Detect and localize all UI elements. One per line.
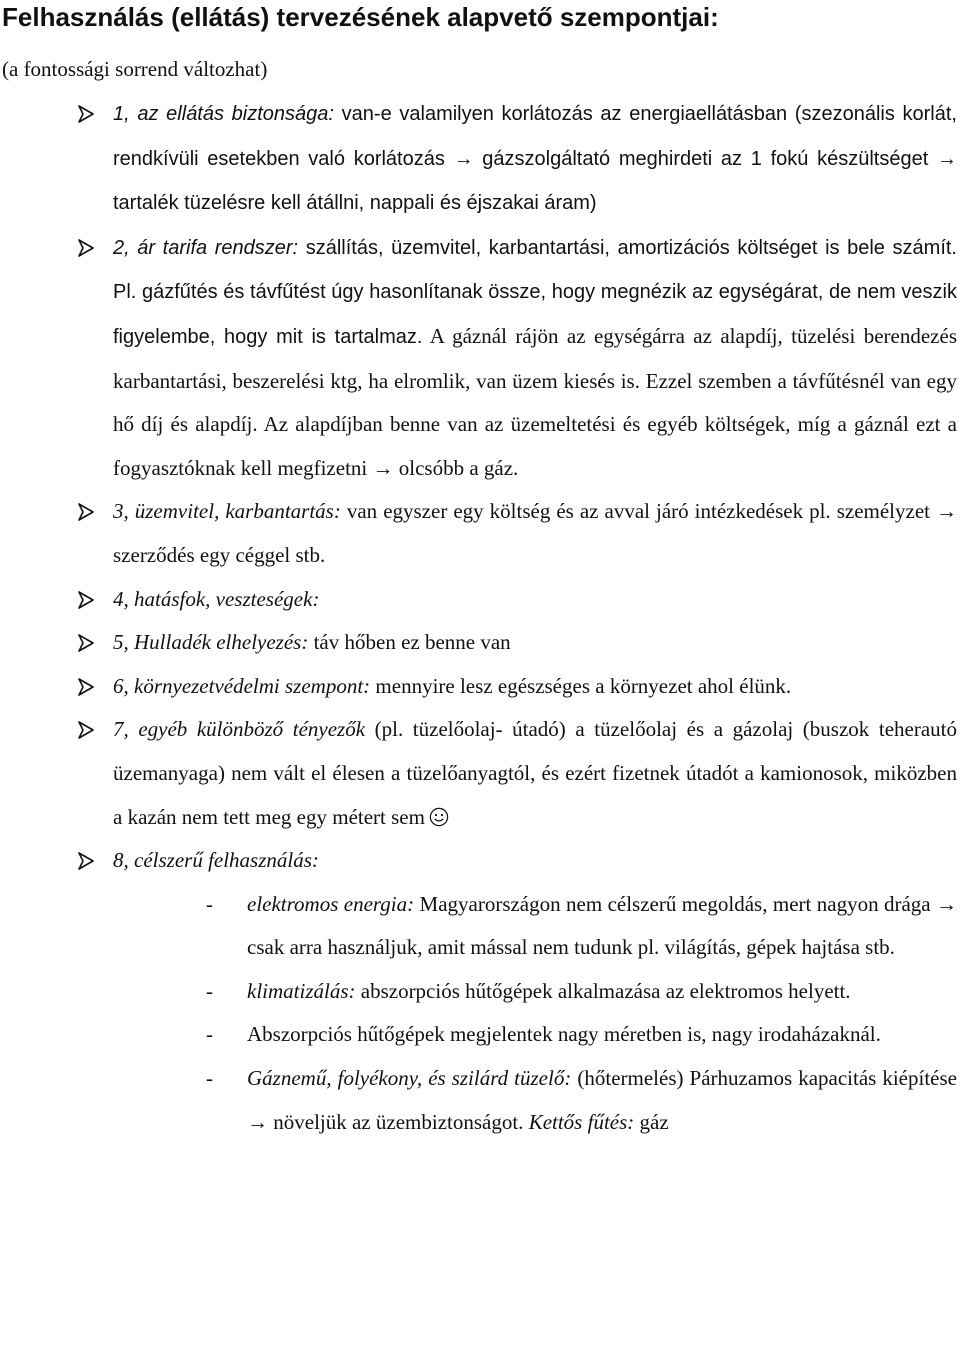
arrowhead-bullet-icon	[78, 239, 94, 257]
sub-list-item	[0, 1057, 960, 1144]
page-title: Felhasználás (ellátás) tervezésének alapvető szempontjai:	[2, 2, 719, 32]
sub-list-item	[0, 970, 960, 1014]
sub-item-text-second: gáz	[634, 1109, 669, 1134]
arrowhead-bullet-icon	[78, 721, 94, 739]
arrowhead-bullet-icon	[78, 105, 94, 123]
list-item	[0, 665, 960, 709]
list-item	[0, 839, 960, 883]
item-text: van-e valamilyen korlátozás az energiaellátásban (szezonális korlát, rendkívüli esetekben való korlátozás → gázszolgáltató meghirdeti az 1 fokú készültséget → tartalék tüzelésre kell átállni, nappali és éjszakai áram)	[113, 103, 957, 215]
sub-item-text: (hőtermelés) Párhuzamos kapacitás kiépítése → növeljük az üzembiztonságot.	[247, 1066, 957, 1134]
item-lead: 6, környezetvédelmi szempont:	[113, 673, 371, 698]
item-lead: 2, ár tarifa rendszer:	[113, 236, 299, 259]
criteria-list	[0, 92, 960, 1144]
arrowhead-bullet-icon	[78, 852, 94, 870]
sub-item-lead: klimatizálás:	[247, 978, 356, 1003]
item-text: táv hőben ez benne van	[308, 630, 511, 655]
arrowhead-bullet-icon	[78, 678, 94, 696]
list-item	[0, 578, 960, 622]
page-subtitle: (a fontossági sorrend változhat)	[2, 57, 268, 81]
sub-item-lead: Gáznemű, folyékony, és szilárd tüzelő:	[247, 1066, 572, 1091]
item-lead: 5, Hulladék elhelyezés:	[113, 630, 309, 655]
dash-bullet: -	[206, 978, 213, 1003]
list-item	[0, 92, 960, 226]
item-text: mennyire lesz egészséges a környezet ahol élünk.	[370, 673, 792, 698]
list-item	[0, 708, 960, 839]
smiley-icon	[429, 807, 449, 827]
list-item	[0, 226, 960, 491]
item-text: szállítás, üzemvitel, karbantartási, amortizációs költséget is bele számít. Pl. gázfűtés és távfűtést úgy hasonlítanak össze, hogy megnézik az egységárat, de nem veszik figyelembe, hogy mit is tartalmaz.	[113, 236, 957, 348]
sub-item-text: Magyarországon nem célszerű megoldás, mert nagyon drága → csak arra használjuk, amit mással nem tudunk pl. világítás, gépek hajtása stb.	[247, 891, 957, 960]
item-text: (pl. tüzelőolaj- útadó) a tüzelőolaj és a gázolaj (buszok teherautó üzemanyaga) nem vált el élesen a tüzelőanyagtól, és ezért fizetnek útadót a kamionosok, miközben a kazán nem tett meg egy métert sem	[113, 717, 957, 829]
item-text: van egyszer egy költség és az avval járó intézkedések pl. személyzet → szerződés egy céggel stb.	[113, 499, 957, 567]
arrowhead-bullet-icon	[78, 634, 94, 652]
item-lead: 3, üzemvitel, karbantartás:	[113, 499, 341, 524]
sub-item-lead: elektromos energia:	[247, 891, 415, 916]
arrowhead-bullet-icon	[78, 591, 94, 609]
item-text-continued: A gáznál rájön az egységárra az alapdíj, tüzelési berendezés karbantartási, beszerelési ktg, ha elromlik, van üzem kiesés is. Ezzel szemben a távfűtésnél van egy hő díj és alapdíj. Az alapdíjban benne van az üzemeltetési és egyéb költségek, míg a gáznál ezt a fogyasztóknak kell megfizetni → olcsóbb a gáz.	[113, 323, 957, 480]
list-item	[0, 621, 960, 665]
sub-list-item	[0, 883, 960, 970]
item-lead: 1, az ellátás biztonsága:	[113, 103, 334, 125]
dash-bullet: -	[206, 891, 213, 916]
sub-item-lead-second: Kettős fűtés:	[523, 1109, 635, 1134]
list-item	[0, 490, 960, 577]
sub-item-text: abszorpciós hűtőgépek alkalmazása az elektromos helyett.	[355, 978, 851, 1003]
item-lead: 8, célszerű felhasználás:	[113, 848, 319, 873]
item-lead: 7, egyéb különböző tényezők	[113, 717, 366, 742]
dash-bullet: -	[206, 1022, 213, 1047]
sub-list-item	[0, 1013, 960, 1057]
arrowhead-bullet-icon	[78, 503, 94, 521]
item-lead: 4, hatásfok, veszteségek:	[113, 586, 320, 611]
dash-bullet: -	[206, 1066, 213, 1091]
sub-item-text: Abszorpciós hűtőgépek megjelentek nagy méretben is, nagy irodaházaknál.	[247, 1022, 881, 1047]
